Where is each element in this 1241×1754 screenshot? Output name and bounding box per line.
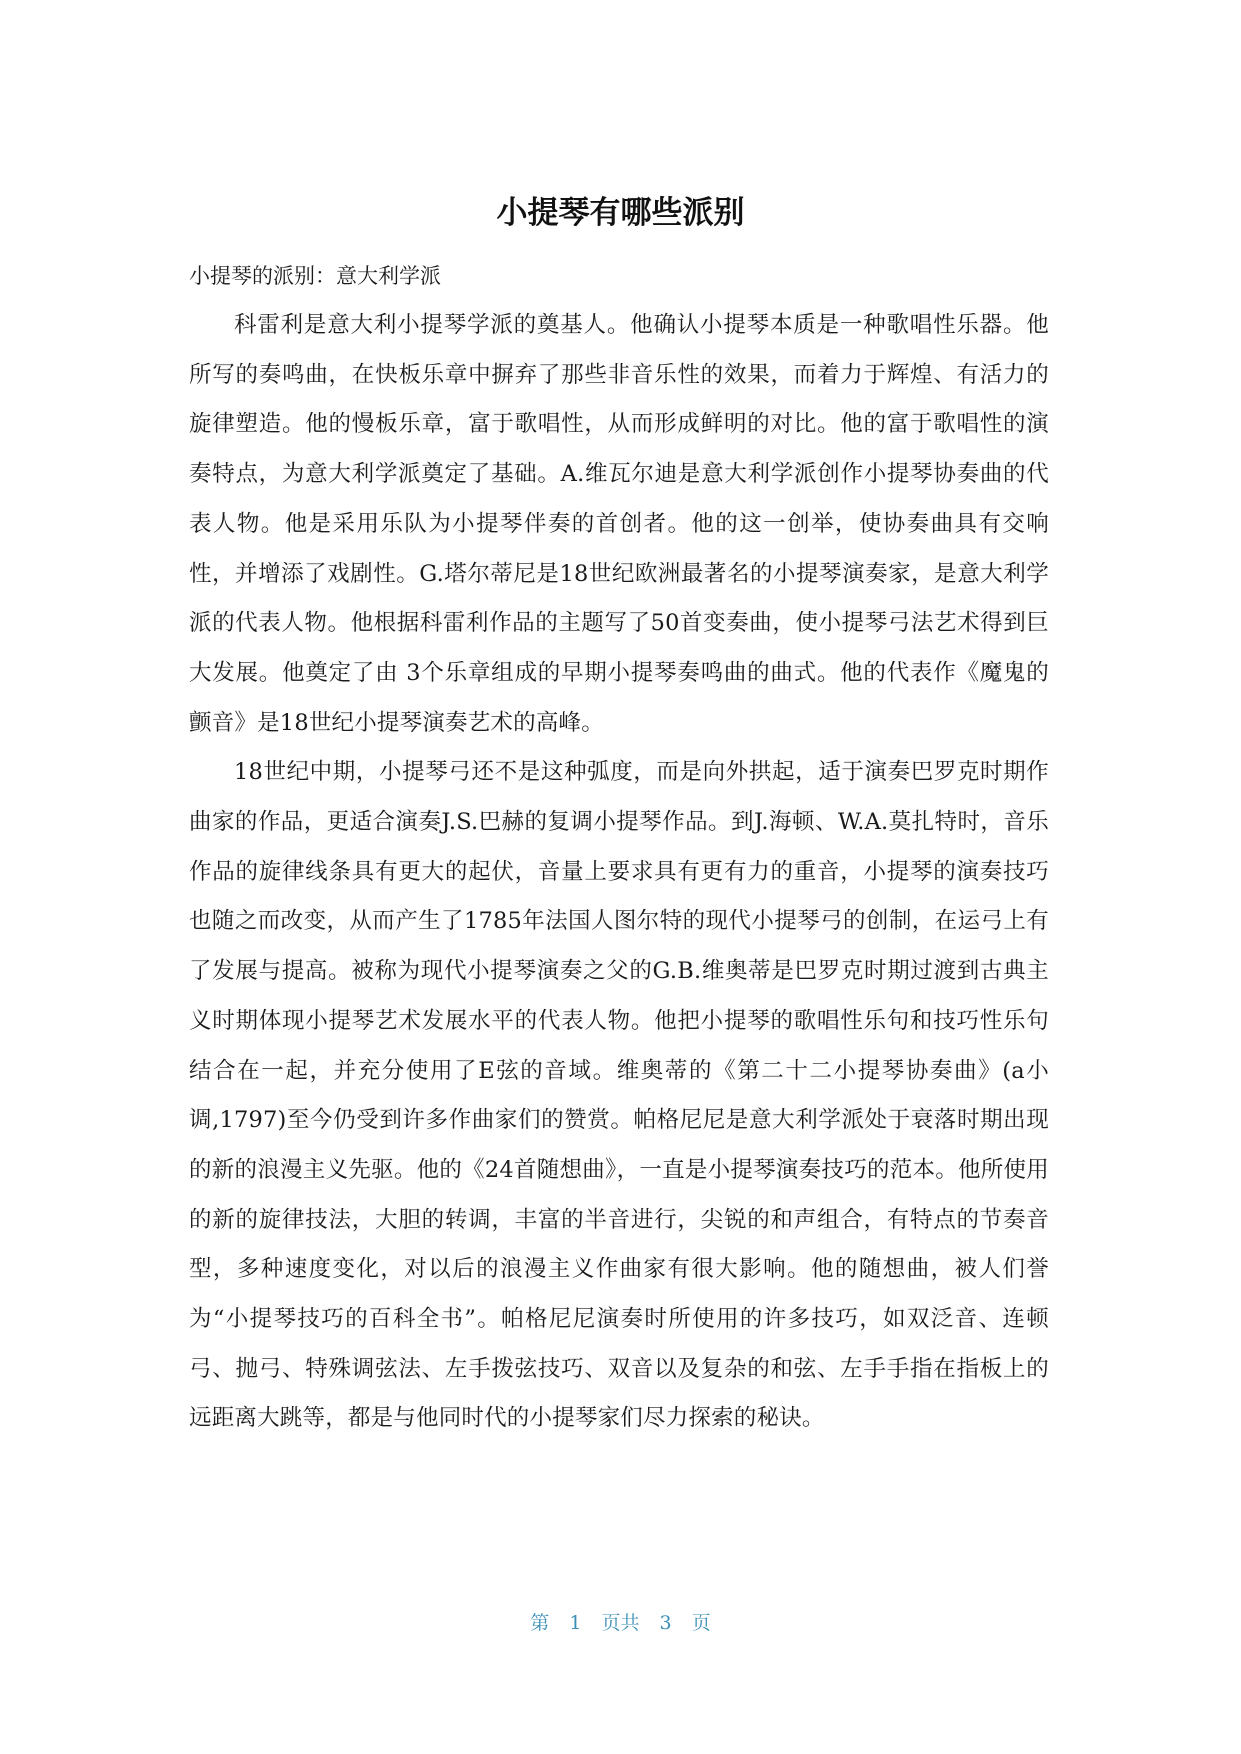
document-body [189, 251, 1049, 1444]
section-subheading: 小提琴的派别：意大利学派 [189, 264, 441, 288]
footer-prefix: 第 [530, 1612, 550, 1634]
footer-suffix: 页 [691, 1612, 711, 1634]
footer-current-page: 1 [569, 1612, 582, 1634]
footer-middle: 页共 [601, 1612, 640, 1634]
footer-total-pages: 3 [659, 1612, 672, 1634]
paragraph-2: 18世纪中期，小提琴弓还不是这种弧度，而是向外拱起，适于演奏巴罗克时期作曲家的作品，更适合演奏J.S.巴赫的复调小提琴作品。到J.海顿、W.A.莫扎特时，音乐作品的旋律线条具有更大的起伏，音量上要求具有更有力的重音，小提琴的演奏技巧也随之而改变，从而产生了1785年法国人图尔特的现代小提琴弓的创制，在运弓上有了发展与提高。被称为现代小提琴演奏之父的G.B.维奥蒂是巴罗克时期过渡到古典主义时期体现小提琴艺术发展水平的代表人物。他把小提琴的歌唱性乐句和技巧性乐句结合在一起，并充分使用了E弦的音域。维奥蒂的《第二十二小提琴协奏曲》(a小调,1797)至今仍受到许多作曲家们的赞赏。帕格尼尼是意大利学派处于衰落时期出现的新的浪漫主义先驱。他的《24首随想曲》，一直是小提琴演奏技巧的范本。他所使用的新的旋律技法，大胆的转调，丰富的半音进行，尖锐的和声组合，有特点的节奏音型，多种速度变化，对以后的浪漫主义作曲家有很大影响。他的随想曲，被人们誉为“小提琴技巧的百科全书”。帕格尼尼演奏时所使用的许多技巧，如双泛音、连顿弓、抛弓、特殊调弦法、左手拨弦技巧、双音以及复杂的和弦、左手手指在指板上的远距离大跳等，都是与他同时代的小提琴家们尽力探索的秘诀。 [189, 759, 1049, 1432]
document-title: 小提琴有哪些派别 [496, 195, 745, 231]
paragraph-1: 科雷利是意大利小提琴学派的奠基人。他确认小提琴本质是一种歌唱性乐器。他所写的奏鸣曲，在快板乐章中摒弃了那些非音乐性的效果，而着力于辉煌、有活力的旋律塑造。他的慢板乐章，富于歌唱性，从而形成鲜明的对比。他的富于歌唱性的演奏特点，为意大利学派奠定了基础。A.维瓦尔迪是意大利学派创作小提琴协奏曲的代表人物。他是采用乐队为小提琴伴奏的首创者。他的这一创举，使协奏曲具有交响性，并增添了戏剧性。G.塔尔蒂尼是18世纪欧洲最著名的小提琴演奏家，是意大利学派的代表人物。他根据科雷利作品的主题写了50首变奏曲，使小提琴弓法艺术得到巨大发展。他奠定了由 3个乐章组成的早期小提琴奏鸣曲的曲式。他的代表作《魔鬼的颤音》是18世纪小提琴演奏艺术的高峰。 [189, 312, 1049, 736]
page-footer [0, 1608, 1241, 1638]
